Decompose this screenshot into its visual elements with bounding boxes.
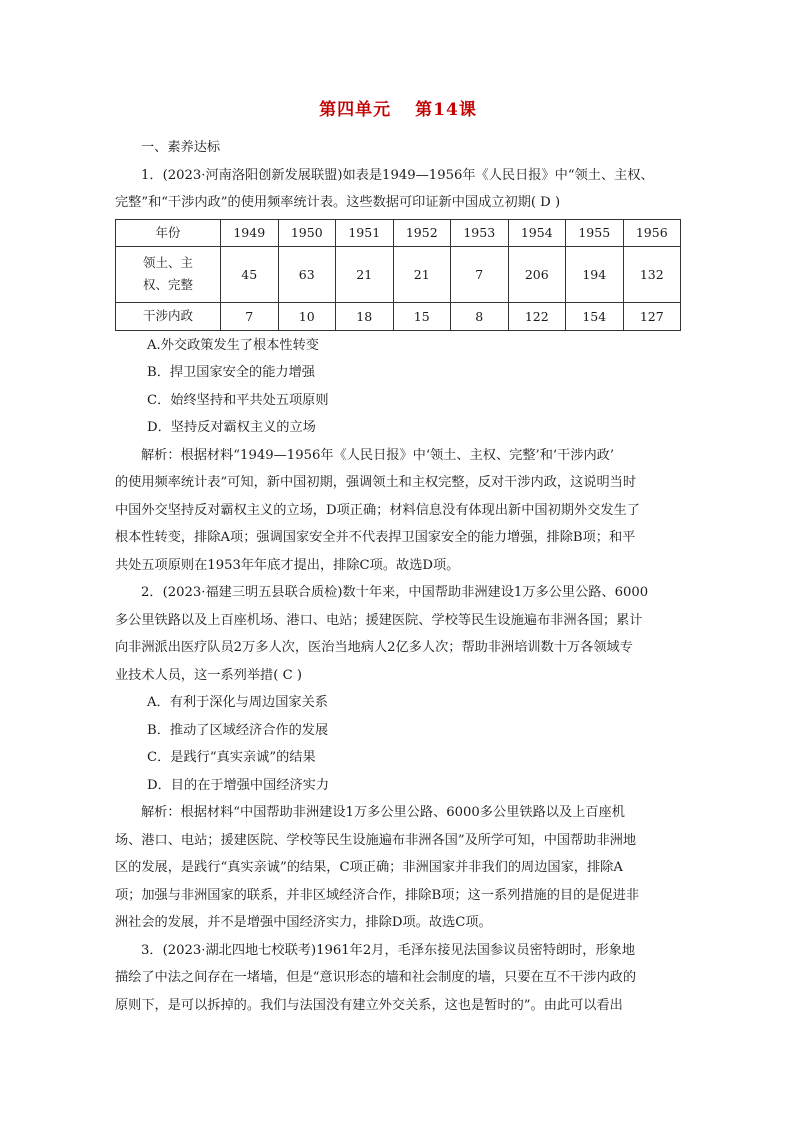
row-label-line: 领土、主 [142, 255, 193, 270]
frequency-table [115, 219, 681, 331]
q1-analysis-line: 的使用频率统计表”可知，新中国初期，强调领土和主权完整，反对干涉内政，这说明当时 [115, 475, 637, 490]
table-cell: 122 [508, 302, 566, 330]
table-row [116, 246, 681, 302]
q2-stem-line: 多公里铁路以及上百座机场、港口、电站；援建医院、学校等民生设施遍布非洲各国；累计 [115, 612, 643, 628]
table-row-label [116, 246, 221, 302]
q3-stem-line: 原则下，是可以拆掉的。我们与法国没有建立外交关系，这也是暂时的”。由此可以看出 [115, 997, 623, 1013]
table-cell: 1949 [221, 219, 279, 246]
table-header-row [116, 219, 681, 246]
section-heading: 一、素养达标 [141, 140, 221, 155]
unit-title: 第四单元 [319, 100, 392, 120]
q2-analysis-line: 区的发展，是践行“真实亲诚”的结果，C项正确；非洲国家并非我们的周边国家，排除A [115, 860, 623, 875]
q1-option-b: B．捍卫国家安全的能力增强 [147, 365, 315, 380]
table-cell: 132 [623, 246, 681, 302]
table-cell: 15 [393, 302, 451, 330]
table-cell: 21 [393, 246, 451, 302]
q2-option-b: B．推动了区域经济合作的发展 [147, 722, 329, 738]
q1-option-c: C．始终坚持和平共处五项原则 [147, 392, 329, 408]
q1-option-d: D．坚持反对霸权主义的立场 [147, 420, 316, 435]
q2-stem-line: 向非洲派出医疗队员2万多人次，医治当地病人2亿多人次；帮助非洲培训数十万各领域专 [115, 640, 633, 655]
q3-stem-line: 3．(2023·湖北四地七校联考)1961年2月，毛泽东接见法国参议员密特朗时，形象地 [141, 942, 636, 958]
table-cell: 206 [508, 246, 566, 302]
table-cell: 18 [336, 302, 394, 330]
q2-analysis-line: 解析：根据材料“中国帮助非洲建设1万多公里公路、6000多公里铁路以及上百座机 [141, 805, 625, 820]
table-cell: 7 [451, 246, 509, 302]
q2-analysis-line: 项；加强与非洲国家的联系，并非区域经济合作，排除B项；这一系列措施的目的是促进非 [115, 887, 639, 903]
table-cell: 63 [278, 246, 336, 302]
q1-analysis-line: 中国外交坚持反对霸权主义的立场，D项正确；材料信息没有体现出新中国初期外交发生了 [115, 502, 640, 518]
table-cell: 45 [221, 246, 279, 302]
table-cell: 年份 [116, 219, 221, 246]
document-page [115, 95, 681, 1019]
q1-analysis-line: 解析：根据材料“1949—1956年《人民日报》中‘领土、主权、完整’和‘干涉内政’ [141, 447, 615, 463]
table-cell: 7 [221, 302, 279, 330]
table-cell: 194 [566, 246, 624, 302]
table-cell: 154 [566, 302, 624, 330]
q2-analysis-line: 场、港口、电站；援建医院、学校等民生设施遍布非洲各国”及所学可知，中国帮助非洲地 [115, 832, 637, 848]
row-label-line: 权、完整 [142, 277, 193, 292]
q1-analysis-line: 共处五项原则在1953年年底才提出，排除C项。故选D项。 [115, 557, 460, 573]
page-title [115, 95, 681, 120]
table-cell: 1955 [566, 219, 624, 246]
q2-analysis-line: 洲社会的发展，并不是增强中国经济实力，排除D项。故选C项。 [115, 915, 492, 930]
q1-analysis-line: 根本性转变，排除A项；强调国家安全并不代表捍卫国家安全的能力增强，排除B项；和平 [115, 530, 636, 545]
q1-option-a: A.外交政策发生了根本性转变 [147, 337, 319, 353]
table-row-label: 干涉内政 [116, 302, 221, 330]
q2-option-c: C．是践行“真实亲诚”的结果 [147, 750, 316, 765]
table-cell: 10 [278, 302, 336, 330]
q2-stem-line: 2．(2023·福建三明五县联合质检)数十年来，中国帮助非洲建设1万多公里公路、6000 [141, 585, 649, 600]
table-cell: 127 [623, 302, 681, 330]
table-cell: 1952 [393, 219, 451, 246]
q1-stem-line-1: 1．(2023·河南洛阳创新发展联盟)如表是1949—1956年《人民日报》中“领土、主权、 [141, 167, 654, 183]
q2-stem-line: 业技术人员，这一系列举措( C ) [115, 667, 303, 683]
table-cell: 1954 [508, 219, 566, 246]
q2-option-a: A．有利于深化与周边国家关系 [147, 695, 328, 710]
q1-stem-line-2: 完整”和“干涉内政”的使用频率统计表。这些数据可印证新中国成立初期( D ) [115, 195, 561, 210]
table-cell: 8 [451, 302, 509, 330]
table-cell: 1950 [278, 219, 336, 246]
q3-stem-line: 描绘了中法之间存在一堵墙，但是“意识形态的墙和社会制度的墙，只要在互不干涉内政的 [115, 970, 637, 985]
table-cell: 21 [336, 246, 394, 302]
table-cell: 1953 [451, 219, 509, 246]
table-row [116, 302, 681, 330]
table-cell: 1951 [336, 219, 394, 246]
table-cell: 1956 [623, 219, 681, 246]
q2-option-d: D．目的在于增强中国经济实力 [147, 777, 330, 793]
lesson-title: 第14课 [415, 100, 477, 120]
